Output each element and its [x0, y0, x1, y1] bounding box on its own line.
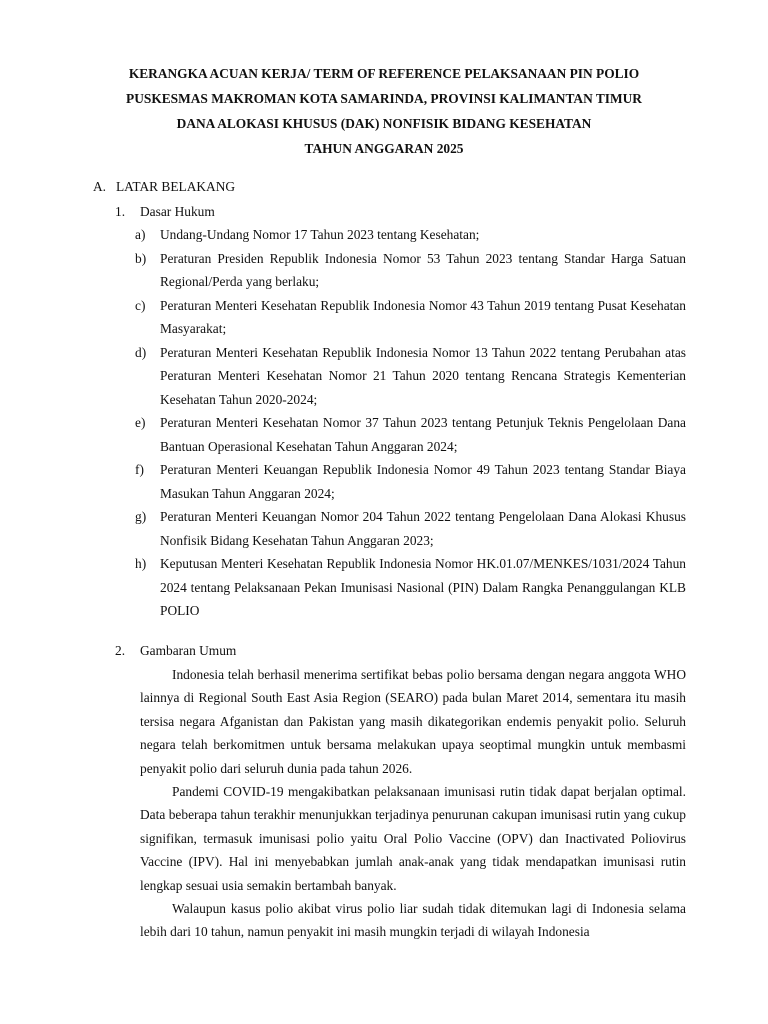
list-item-marker: a)	[135, 227, 146, 242]
list-item-marker: f)	[135, 462, 144, 477]
list-item-marker: e)	[135, 415, 146, 430]
section-heading-text: LATAR BELAKANG	[116, 179, 236, 194]
subsection-marker: 2.	[115, 643, 126, 658]
list-item	[135, 552, 686, 623]
title-line-3: DANA ALOKASI KHUSUS (DAK) NONFISIK BIDANG KESEHATAN	[176, 116, 592, 131]
list-item-text: Peraturan Menteri Kesehatan Republik Indonesia Nomor 13 Tahun 2022 tentang Perubahan atas Peraturan Menteri Kesehatan Nomor 21 Tahun 2020 tentang Rencana Strategis Kementerian Kesehatan Tahun 2020-2024;	[160, 344, 686, 407]
list-item-marker: c)	[135, 297, 146, 313]
section-marker: A.	[93, 179, 107, 194]
list-item	[135, 223, 686, 247]
list-item-text: Peraturan Menteri Kesehatan Nomor 37 Tahun 2023 tentang Petunjuk Teknis Pengelolaan Dana Bantuan Operasional Kesehatan Tahun Anggaran 2024;	[160, 415, 686, 454]
list-item	[135, 505, 686, 552]
list-item-text: Peraturan Menteri Keuangan Republik Indonesia Nomor 49 Tahun 2023 tentang Standar Biaya Masukan Tahun Anggaran 2024;	[160, 462, 686, 501]
list-item-text: Peraturan Menteri Keuangan Nomor 204 Tahun 2022 tentang Pengelolaan Dana Alokasi Khusus Nonfisik Bidang Kesehatan Tahun Anggaran 2023;	[160, 509, 686, 548]
title-line-4: TAHUN ANGGARAN 2025	[304, 141, 464, 156]
subsection-heading-1	[115, 202, 215, 222]
paragraph: Indonesia telah berhasil menerima sertifikat bebas polio bersama dengan negara anggota WHO lainnya di Regional South East Asia Region (SEARO) pada bulan Maret 2014, sementara itu masih tersisa negara Afganistan dan Pakistan yang masih dikategorikan endemis penyakit polio. Seluruh negara telah berkomitmen untuk bersama melakukan upaya seoptimal mungkin untuk membasmi penyakit polio dari seluruh dunia pada tahun 2026.	[140, 667, 686, 776]
list-item	[135, 411, 686, 458]
subsection-heading-text: Dasar Hukum	[140, 204, 215, 219]
overview-body	[140, 663, 686, 944]
title-line-1: KERANGKA ACUAN KERJA/ TERM OF REFERENCE PELAKSANAAN PIN POLIO	[128, 66, 640, 81]
document-title	[60, 61, 708, 161]
title-line-2: PUSKESMAS MAKROMAN KOTA SAMARINDA, PROVINSI KALIMANTAN TIMUR	[126, 91, 642, 106]
list-item-marker: b)	[135, 250, 147, 266]
list-item-marker: h)	[135, 556, 147, 571]
subsection-marker: 1.	[115, 204, 126, 219]
paragraph: Walaupun kasus polio akibat virus polio liar sudah tidak ditemukan lagi di Indonesia selama lebih dari 10 tahun, namun penyakit ini masih mungkin terjadi di wilayah Indonesia	[140, 901, 686, 940]
section-heading-a	[93, 177, 235, 197]
paragraph: Pandemi COVID-19 mengakibatkan pelaksanaan imunisasi rutin tidak dapat berjalan optimal. Data beberapa tahun terakhir menunjukkan terjadinya penurunan cakupan imunisasi rutin yang cukup signifikan, termasuk imunisasi polio yaitu Oral Polio Vaccine (OPV) dan Inactivated Poliovirus Vaccine (IPV). Hal ini menyebabkan jumlah anak-anak yang tidak mendapatkan imunisasi rutin lengkap sesuai usia semakin bertambah banyak.	[140, 784, 686, 893]
list-item	[135, 247, 686, 294]
subsection-heading-2	[115, 641, 236, 661]
legal-basis-list	[135, 223, 686, 623]
list-item-marker: g)	[135, 509, 147, 524]
list-item	[135, 294, 686, 341]
list-item-marker: d)	[135, 344, 147, 360]
list-item-text: Keputusan Menteri Kesehatan Republik Indonesia Nomor HK.01.07/MENKES/1031/2024 Tahun 2024 tentang Pelaksanaan Pekan Imunisasi Nasional (PIN) Dalam Rangka Penanggulangan KLB POLIO	[160, 556, 686, 618]
list-item-text: Peraturan Presiden Republik Indonesia Nomor 53 Tahun 2023 tentang Standar Harga Satuan Regional/Perda yang berlaku;	[160, 250, 686, 289]
list-item-text: Peraturan Menteri Kesehatan Republik Indonesia Nomor 43 Tahun 2019 tentang Pusat Kesehatan Masyarakat;	[160, 297, 686, 336]
list-item-text: Undang-Undang Nomor 17 Tahun 2023 tentang Kesehatan;	[160, 227, 480, 242]
list-item	[135, 458, 686, 505]
list-item	[135, 341, 686, 412]
subsection-heading-text: Gambaran Umum	[140, 643, 237, 658]
